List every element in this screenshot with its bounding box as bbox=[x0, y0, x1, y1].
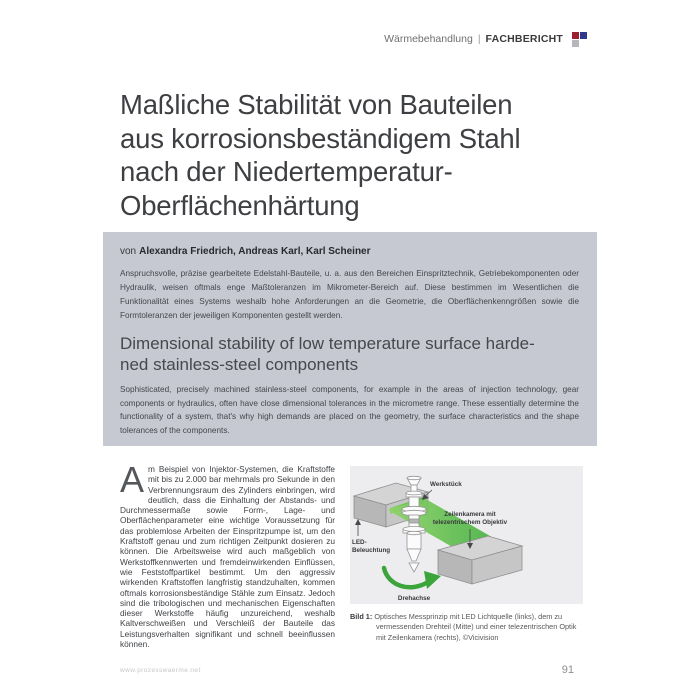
label-camera-line1: Zeilenkamera mit bbox=[444, 511, 496, 518]
label-rotation-axis: Drehachse bbox=[397, 595, 431, 602]
abstract-english: Sophisticated, precisely machined stainless-steel components, for example in the areas of injection technology, gear components or hydraulics, often have close dimensional tolerances in the micrometre range. These essentially determine the functionality of a system, that's why high demands are placed on the geometry, the surface characteristics and the shape tolerances of the components. bbox=[120, 385, 579, 435]
article-title-line: aus korrosionsbeständigem Stahl bbox=[120, 122, 521, 154]
figure-1-caption-text: Optisches Messprinzip mit LED Lichtquelle (links), dem zu vermessenden Drehteil (Mitte) und einer telezentrischen Optik mit Zeilenkamera (rechts), ©Vicivision bbox=[374, 612, 577, 642]
page-number: 91 bbox=[561, 664, 574, 676]
brand-squares-icon bbox=[572, 32, 588, 48]
body-paragraph-text: m Beispiel von Injektor-Systemen, die Kraftstoffe mit bis zu 2.000 bar mehrmals pro Sekunde in den Verbrennungsraum des Zylinders einbringen, wird deutlich, dass die Einhaltung der Abstands- und Durchmessermaße sowie Form-, Lage- und Oberflächenparameter eine wichtige Voraussetzung für das problemlose Arbeiten der Einspritzpumpe ist, um den Kraftstoff genau und zum richtigen Zeitpunkt dosieren zu können. Die Arbeitsweise wird auch maßgeblich von Werkstoffkennwerten und fremdeinwirkenden Einflüssen, wie Feststoffpartikel bestimmt. Um den aggressiv wirkenden Kraftstoffen langfristig standzuhalten, kommen oftmals korrosionsbeständige Stähle zum Einsatz. Jedoch sind die tribologischen und mechanischen Eigenschaften dieser Werkstoffe häufig unzureichend, weshalb Kaltverschweißen und Verschleiß der Bauteile das Leistungsverhalten signifikant und schnell beeinflussen können. bbox=[120, 464, 335, 650]
footer-url: www.prozesswaerme.net bbox=[120, 667, 201, 674]
label-camera-line2: telezentrischem Objektiv bbox=[432, 519, 508, 526]
english-title-line: Dimensional stability of low temperature surface harde- bbox=[120, 334, 535, 353]
english-title bbox=[120, 334, 579, 375]
header-section: FACHBERICHT bbox=[485, 33, 563, 45]
label-led-line2: Beleuchtung bbox=[352, 547, 391, 554]
brand-square-red-icon bbox=[572, 32, 579, 39]
brand-square-blue-icon bbox=[580, 32, 587, 39]
figure-1-caption bbox=[350, 612, 583, 643]
drop-cap: A bbox=[120, 459, 145, 500]
measurement-principle-diagram bbox=[350, 466, 583, 604]
byline-authors: Alexandra Friedrich, Andreas Karl, Karl Scheiner bbox=[139, 246, 371, 257]
body-column-left bbox=[120, 459, 335, 650]
article-title bbox=[120, 88, 520, 222]
rotation-arrow-icon bbox=[384, 568, 441, 589]
figure-1-caption-label: Bild 1: bbox=[350, 612, 373, 621]
figure-1-panel bbox=[350, 466, 583, 604]
abstract-box bbox=[103, 232, 597, 446]
article-title-line: nach der Niedertemperatur- bbox=[120, 156, 453, 187]
running-header bbox=[384, 33, 588, 48]
body-paragraph bbox=[120, 459, 335, 650]
article-title-line: Oberflächenhärtung bbox=[120, 189, 360, 221]
abstract-german: Anspruchsvolle, präzise gearbeitete Edelstahl-Bauteile, u. a. aus den Bereichen Einspritztechnik, Getriebekomponenten oder Hydraulik, weisen oftmals enge Maßtoleranzen im Mikrometer-Bereich auf. Diese bestimmen im Wesentlichen die Funktionalität eines Systems weshalb hohe Anforderungen an die Geometrie, die Oberflächenkenngrößen sowie die Formtoleranzen der jeweiligen Komponenten gestellt werden. bbox=[120, 269, 579, 320]
header-category: Wärmebehandlung bbox=[384, 33, 473, 45]
byline bbox=[120, 246, 579, 257]
english-title-line: ned stainless-steel components bbox=[120, 354, 359, 374]
label-workpiece: Werkstück bbox=[430, 481, 462, 488]
byline-prefix: von bbox=[120, 246, 137, 257]
label-led-line1: LED- bbox=[352, 539, 367, 546]
figure-1 bbox=[350, 466, 583, 650]
brand-square-gray-icon bbox=[572, 40, 579, 47]
header-divider: | bbox=[477, 33, 481, 45]
article-title-line: Maßliche Stabilität von Bauteilen bbox=[120, 89, 513, 120]
